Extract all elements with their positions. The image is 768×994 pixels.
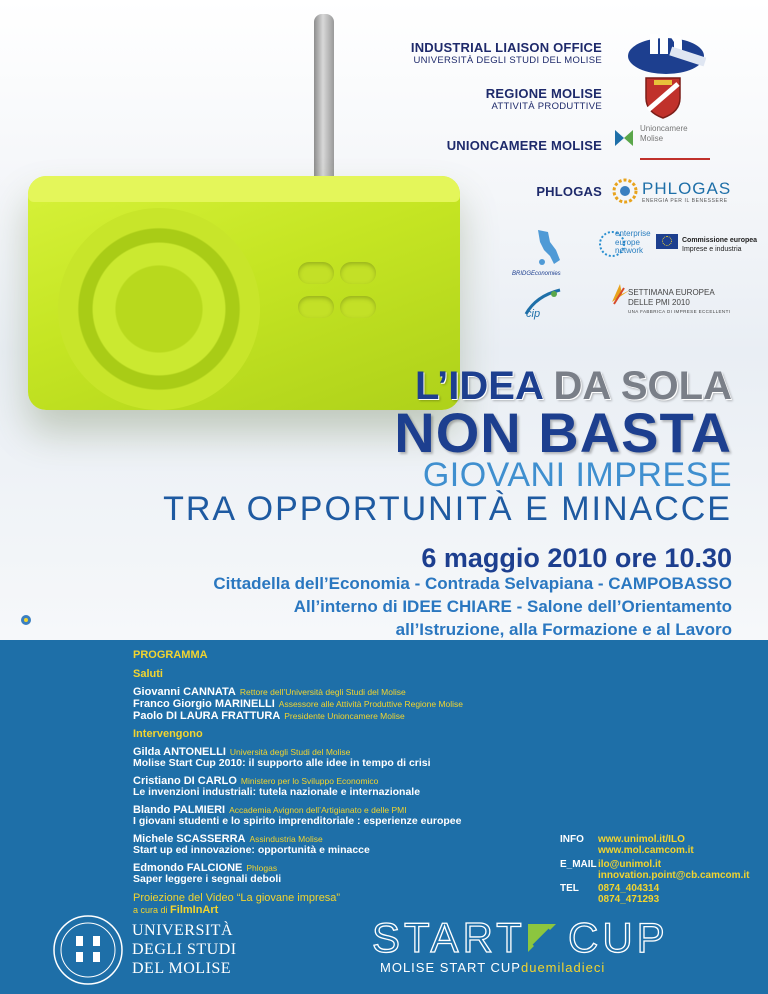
phlogas-sun-icon (612, 178, 638, 204)
speaker-role: Presidente Unioncamere Molise (284, 711, 405, 721)
regione-shield-icon (640, 74, 686, 120)
radio-antenna (314, 14, 334, 189)
regione-title: REGIONE MOLISE (485, 86, 602, 101)
email-link[interactable]: ilo@unimol.it (598, 859, 662, 870)
speaker-role: Università degli Studi del Molise (229, 747, 351, 757)
startcup-logo (372, 914, 692, 962)
university-seal-icon (52, 914, 124, 986)
intervento-topic: I giovani studenti e lo spirito imprenditoriale : esperienze europee (133, 815, 462, 827)
subheadline-1: GIOVANI IMPRESE (422, 456, 732, 494)
headline-line2: NON BASTA (394, 401, 732, 464)
speaker-name: Edmondo FALCIONE (133, 862, 243, 874)
event-venue-line: All’interno di IDEE CHIARE - Salone dell’Orientamento (293, 597, 732, 616)
saluti-title: Saluti (133, 668, 163, 680)
settimana-pmi (628, 288, 730, 317)
subheadline-opportunita: OPPORTUNITÀ (246, 490, 514, 528)
ilo-logo-icon (626, 28, 706, 78)
email-link[interactable]: innovation.point@cb.camcom.it (598, 870, 750, 881)
radio-speaker (58, 208, 260, 410)
unioncamere-mark-icon (612, 126, 636, 150)
video-credit (133, 904, 218, 916)
startcup-year: duemiladieci (520, 960, 606, 975)
intervento-topic: Saper leggere i segnali deboli (133, 873, 282, 885)
saluti-row (133, 710, 405, 722)
headline-da-sola: DA SOLA (542, 364, 732, 408)
video-label: Proiezione del Video “La giovane impresa” (133, 892, 341, 904)
speaker-name: Cristiano DI CARLO (133, 775, 237, 787)
startcup-tagline-text: MOLISE START CUP (380, 960, 521, 975)
unioncamere-badge-line: Molise (640, 134, 664, 143)
event-venue-line: all’Istruzione, alla Formazione e al Lavoro (395, 620, 732, 639)
subheadline-e: E (513, 490, 562, 528)
radio-knob (298, 296, 334, 318)
headline-idea: L’IDEA (414, 364, 543, 408)
university-name-line: UNIVERSITÀ (132, 922, 233, 939)
commissione-europea (682, 236, 757, 254)
radio-top-face (28, 176, 460, 202)
speaker-role: Phlogas (246, 863, 278, 873)
startcup-tagline (380, 960, 605, 975)
university-name-line: DEGLI STUDI (132, 941, 237, 958)
speaker-name: Paolo DI LAURA FRATTURA (133, 710, 281, 722)
ilo-subtitle: UNIVERSITÀ DEGLI STUDI DEL MOLISE (413, 55, 602, 66)
een-word: network (615, 246, 644, 255)
settimana-line: DELLE PMI 2010 (628, 297, 690, 307)
email-label: E_MAIL (560, 859, 597, 870)
event-venue-line: Cittadella dell’Economia - Contrada Selvapiana - CAMPOBASSO (213, 574, 732, 593)
info-label: INFO (560, 834, 584, 845)
cip-text: cip (526, 308, 541, 320)
saluti-row (133, 686, 406, 698)
intervento-topic: Start up ed innovazione: opportunità e minacce (133, 844, 370, 856)
settimana-line: SETTIMANA EUROPEA (628, 288, 715, 297)
unioncamere-badge-line: Unioncamere (640, 124, 688, 133)
intervento-topic: Le invenzioni industriali: tutela nazionale e internazionale (133, 786, 421, 798)
startcup-cup: CUP (568, 914, 669, 961)
tel-number: 0874_404314 (598, 883, 660, 894)
speaker-role: Assindustria Molise (249, 834, 323, 844)
programma-title: PROGRAMMA (133, 649, 208, 661)
subheadline-minacce: MINACCE (561, 490, 732, 528)
bridgeconomies-text: BRIDGEconomies (512, 271, 561, 277)
radio-knob (340, 262, 376, 284)
phlogas-label (536, 184, 602, 199)
speaker-name: Gilda ANTONELLI (133, 746, 226, 758)
small-circle-logo-icon (20, 614, 32, 626)
subheadline-2 (163, 490, 732, 529)
unioncamere-title: UNIONCAMERE MOLISE (446, 138, 602, 153)
ilo-logo-text (411, 40, 602, 66)
een-word: enterprise (615, 229, 651, 238)
radio-knob (340, 296, 376, 318)
speaker-role: Assessore alle Attività Produttive Regione Molise (278, 699, 464, 709)
een-word: europe (615, 237, 640, 247)
commissione-subtitle: Imprese e industria (682, 246, 742, 253)
tel-number: 0874_471293 (598, 894, 660, 905)
startcup-arrow-icon (524, 920, 560, 956)
ilo-title: INDUSTRIAL LIAISON OFFICE (410, 40, 602, 55)
speaker-name: Michele SCASSERRA (133, 833, 246, 845)
bridgeconomies-map-icon (520, 228, 570, 272)
speaker-role: Rettore dell’Università degli Studi del Molise (239, 687, 406, 697)
phlogas-logo (612, 178, 732, 208)
phlogas-title: PHLOGAS (536, 184, 602, 199)
intervengono-title: Intervengono (133, 728, 203, 740)
event-date: 6 maggio 2010 ore 10.30 (421, 543, 732, 573)
subheadline-tra: TRA (163, 490, 247, 528)
video-credit-name: FilmInArt (170, 904, 219, 916)
radio-knob (298, 262, 334, 284)
settimana-line: UNA FABBRICA DI IMPRESE ECCELLENTI (628, 309, 731, 314)
regione-subtitle: ATTIVITÀ PRODUTTIVE (491, 101, 602, 112)
unioncamere-logo-text (447, 138, 602, 153)
intervento-topic: Molise Start Cup 2010: il supporto alle idee in tempo di crisi (133, 757, 431, 769)
tel-label: TEL (560, 883, 579, 894)
speaker-name: Blando PALMIERI (133, 804, 226, 816)
video-credit-prefix: a cura di (133, 905, 168, 915)
speaker-role: Accademia Avignon dell’Artigianato e delle PMI (229, 805, 407, 815)
university-name-line: DEL MOLISE (132, 960, 232, 977)
unioncamere-badge (640, 124, 710, 160)
commissione-title: Commissione europea (682, 237, 758, 244)
saluti-row (133, 698, 463, 710)
info-web-link[interactable]: www.mol.camcom.it (598, 845, 694, 856)
info-web-link[interactable]: www.unimol.it/ILO (598, 834, 685, 845)
startcup-start: START (372, 914, 526, 961)
een-text (615, 230, 651, 256)
phlogas-wordmark: PHLOGAS (642, 179, 732, 198)
phlogas-tagline: ENERGIA PER IL BENESSERE (642, 198, 728, 204)
regione-logo-text (486, 86, 602, 112)
eu-flag-icon (656, 234, 678, 249)
speaker-name: Franco Giorgio MARINELLI (133, 698, 275, 710)
speaker-name: Giovanni CANNATA (133, 686, 236, 698)
speaker-role: Ministero per lo Sviluppo Economico (240, 776, 379, 786)
